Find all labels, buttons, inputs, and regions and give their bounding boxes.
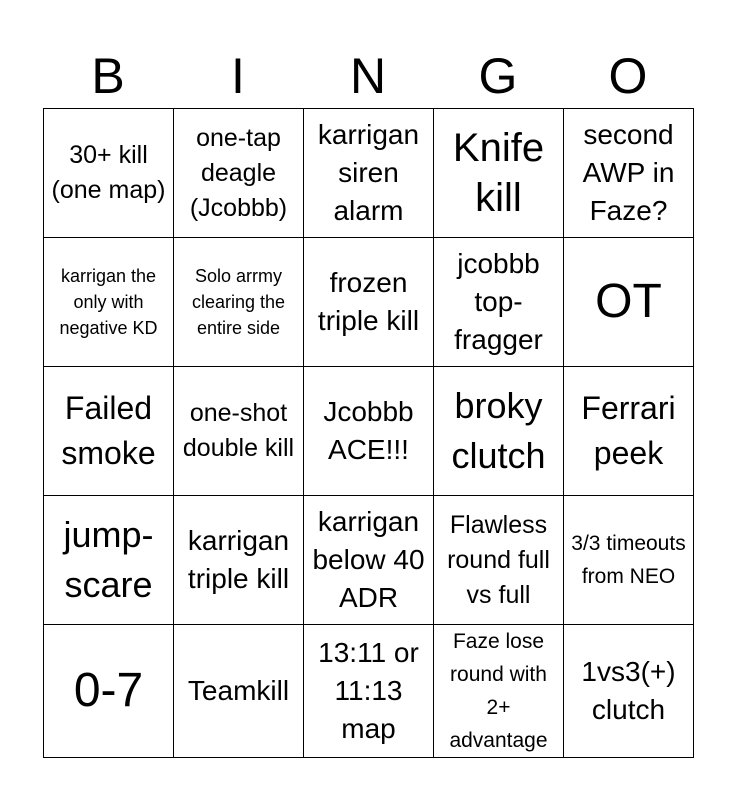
cell-text: 30+ kill (one map) [51, 141, 166, 204]
cell-text: Failed smoke [61, 390, 156, 471]
cell-text: one-tap deagle (Jcobbb) [189, 123, 288, 222]
cell-text: broky clutch [451, 385, 546, 476]
bingo-cell[interactable] [304, 496, 434, 625]
bingo-row [44, 367, 694, 496]
bingo-row [44, 496, 694, 625]
bingo-cell[interactable] [174, 367, 304, 496]
bingo-cell[interactable] [564, 238, 694, 367]
bingo-cell[interactable] [434, 496, 564, 625]
bingo-cell[interactable] [44, 496, 174, 625]
cell-text: karrigan triple kill [187, 525, 290, 594]
bingo-cell[interactable] [304, 625, 434, 758]
bingo-cell[interactable] [434, 109, 564, 238]
cell-text: Faze lose round with 2+ advantage [449, 630, 548, 752]
bingo-cell[interactable] [434, 238, 564, 367]
cell-text: OT [595, 275, 662, 328]
bingo-cell[interactable] [174, 238, 304, 367]
bingo-cell[interactable] [174, 496, 304, 625]
cell-text: Teamkill [187, 675, 290, 706]
cell-text: 3/3 timeouts from NEO [571, 532, 686, 588]
bingo-cell[interactable] [304, 238, 434, 367]
header-letter-n: N [349, 48, 387, 104]
cell-text: one-shot double kill [182, 399, 295, 462]
cell-text: 13:11 or 11:13 map [318, 637, 419, 744]
bingo-cell[interactable] [44, 238, 174, 367]
cell-text: jump-scare [63, 514, 154, 605]
bingo-row [44, 109, 694, 238]
header-letter-o: O [608, 48, 648, 104]
bingo-cell[interactable] [434, 625, 564, 758]
cell-text: 0-7 [73, 664, 144, 717]
bingo-cell[interactable] [564, 625, 694, 758]
cell-text: Ferrari peek [581, 390, 676, 471]
bingo-cell[interactable] [564, 496, 694, 625]
cell-text: frozen triple kill [317, 267, 420, 336]
bingo-cell[interactable] [44, 109, 174, 238]
cell-text: karrigan below 40 ADR [312, 506, 425, 613]
cell-text: Flawless round full vs full [447, 510, 550, 609]
cell-text: 1vs3(+) clutch [581, 656, 676, 725]
bingo-row [44, 238, 694, 367]
header-letter-i: I [231, 48, 245, 104]
bingo-header [43, 46, 693, 106]
bingo-row [44, 625, 694, 758]
bingo-cell[interactable] [304, 367, 434, 496]
header-letter-b: B [91, 48, 125, 104]
bingo-cell[interactable] [174, 625, 304, 758]
cell-text: jcobbb top-fragger [454, 248, 543, 355]
cell-text: second AWP in Faze? [582, 119, 675, 226]
cell-text: Jcobbb ACE!!! [323, 396, 414, 465]
header-letter-g: G [478, 48, 518, 104]
bingo-cell[interactable] [564, 367, 694, 496]
bingo-cell[interactable] [564, 109, 694, 238]
cell-text: Solo arrmy clearing the entire side [191, 266, 286, 338]
bingo-cell[interactable] [44, 367, 174, 496]
cell-text: karrigan the only with negative KD [59, 266, 158, 338]
cell-text: karrigan siren alarm [317, 119, 420, 226]
bingo-card [43, 108, 694, 758]
cell-text: Knife kill [452, 126, 545, 220]
bingo-cell[interactable] [174, 109, 304, 238]
bingo-cell[interactable] [434, 367, 564, 496]
bingo-cell[interactable] [44, 625, 174, 758]
bingo-cell[interactable] [304, 109, 434, 238]
